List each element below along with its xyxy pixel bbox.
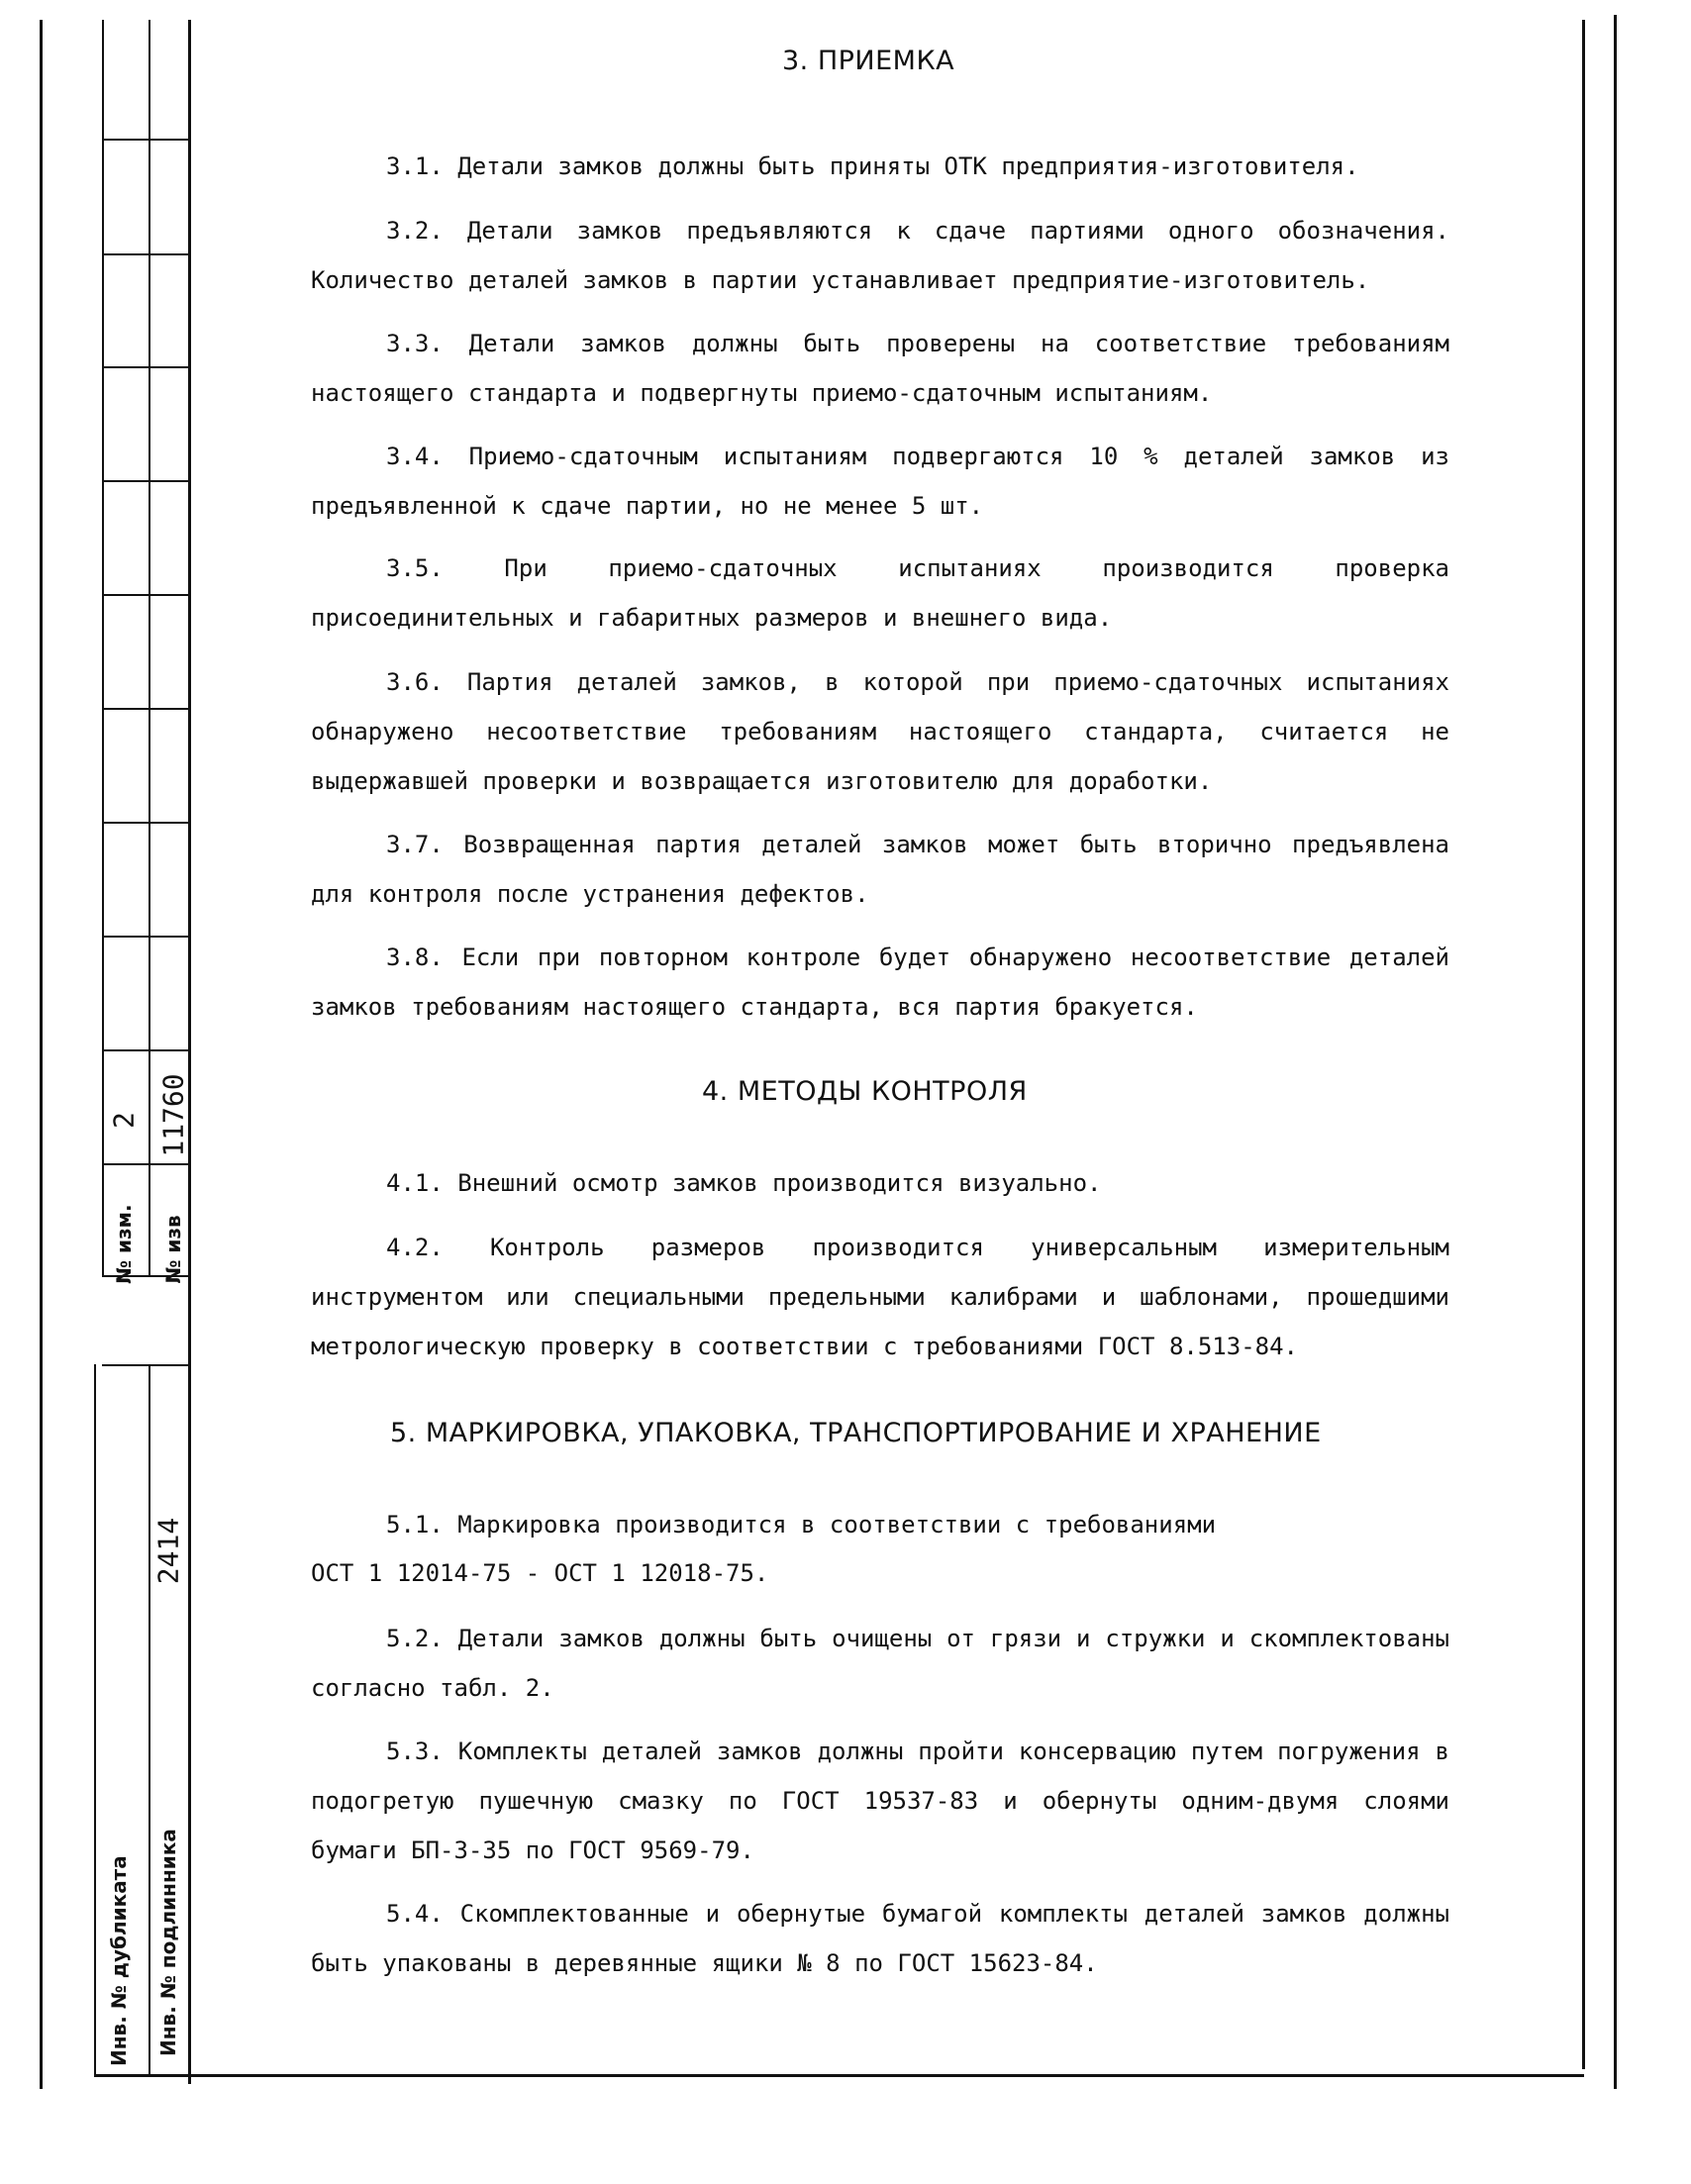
paragraph-5-1-continuation: ОСТ 1 12014-75 - ОСТ 1 12018-75. <box>311 1559 769 1587</box>
paragraph-5-2: 5.2. Детали замков должны быть очищены от грязи и стружки и скомплектованы согласно табл. 2. <box>311 1625 1449 1702</box>
frame-left-line <box>188 20 191 2084</box>
paragraph-5-1: 5.1. Маркировка производится в соответствии с требованиями <box>386 1511 1217 1539</box>
paragraph-3-5: 3.5. При приемо-сдаточных испытаниях производится проверка присоединительных и габаритных размеров и внешнего вида. <box>311 554 1449 632</box>
duplicate-inventory-label: Инв. № дубликата <box>107 1855 131 2066</box>
notice-number-label: № изв <box>161 1215 185 1284</box>
left-margin-line <box>40 20 43 2089</box>
original-inventory-value: 2414 <box>151 1517 185 1585</box>
paragraph-3-3: 3.3. Детали замков должны быть проверены на соответствие требованиям настоящего стандарта и подвергнуты приемо-сдаточным испытаниям. <box>311 330 1449 407</box>
paragraph-3-7: 3.7. Возвращенная партия деталей замков может быть вторично предъявлена для контроля после устранения дефектов. <box>311 831 1449 908</box>
paragraph-5-4: 5.4. Скомплектованные и обернутые бумагой комплекты деталей замков должны быть упакованы в деревянные ящики № 8 по ГОСТ 15623-84. <box>311 1900 1449 1977</box>
paragraph-3-4: 3.4. Приемо-сдаточным испытаниям подвергаются 10 % деталей замков из предъявленной к сдаче партии, но не менее 5 шт. <box>311 443 1449 520</box>
notice-number-value: 11760 <box>156 1073 190 1157</box>
right-margin-line <box>1614 15 1617 2089</box>
paragraph-3-6: 3.6. Партия деталей замков, в которой при приемо-сдаточных испытаниях обнаружено несоответствие требованиям настоящего стандарта, считается не выдержавшей проверки и возвращается изготовителю для доработки. <box>311 668 1449 795</box>
section-3-title: 3. ПРИЕМКА <box>782 46 955 76</box>
paragraph-3-8: 3.8. Если при повторном контроле будет обнаружено несоответствие деталей замков требованиям настоящего стандарта, вся партия бракуется. <box>311 943 1449 1021</box>
change-number-value: 2 <box>107 1112 141 1129</box>
section-5-title: 5. МАРКИРОВКА, УПАКОВКА, ТРАНСПОРТИРОВАНИЕ И ХРАНЕНИЕ <box>390 1418 1322 1448</box>
paragraph-3-1: 3.1. Детали замков должны быть приняты ОТК предприятия-изготовителя. <box>386 152 1359 180</box>
paragraph-4-1: 4.1. Внешний осмотр замков производится визуально. <box>386 1169 1102 1197</box>
paragraph-4-2: 4.2. Контроль размеров производится универсальным измерительным инструментом или специальными предельными калибрами и шаблонами, прошедшими метрологическую проверку в соответствии с требованиями ГОСТ 8.513-84. <box>311 1234 1449 1360</box>
frame-bottom-line <box>94 2074 1584 2077</box>
change-number-label: № изм. <box>112 1204 136 1284</box>
frame-right-line <box>1582 20 1585 2069</box>
section-4-title: 4. МЕТОДЫ КОНТРОЛЯ <box>702 1076 1028 1107</box>
paragraph-3-2: 3.2. Детали замков предъявляются к сдаче партиями одного обозначения. Количество деталей замков в партии устанавливает предприятие-изготовитель. <box>311 217 1449 294</box>
original-inventory-label: Инв. № подлинника <box>156 1829 180 2056</box>
paragraph-5-3: 5.3. Комплекты деталей замков должны пройти консервацию путем погружения в подогретую пушечную смазку по ГОСТ 19537-83 и обернуты одним-двумя слоями бумаги БП-3-35 по ГОСТ 9569-79. <box>311 1737 1449 1864</box>
